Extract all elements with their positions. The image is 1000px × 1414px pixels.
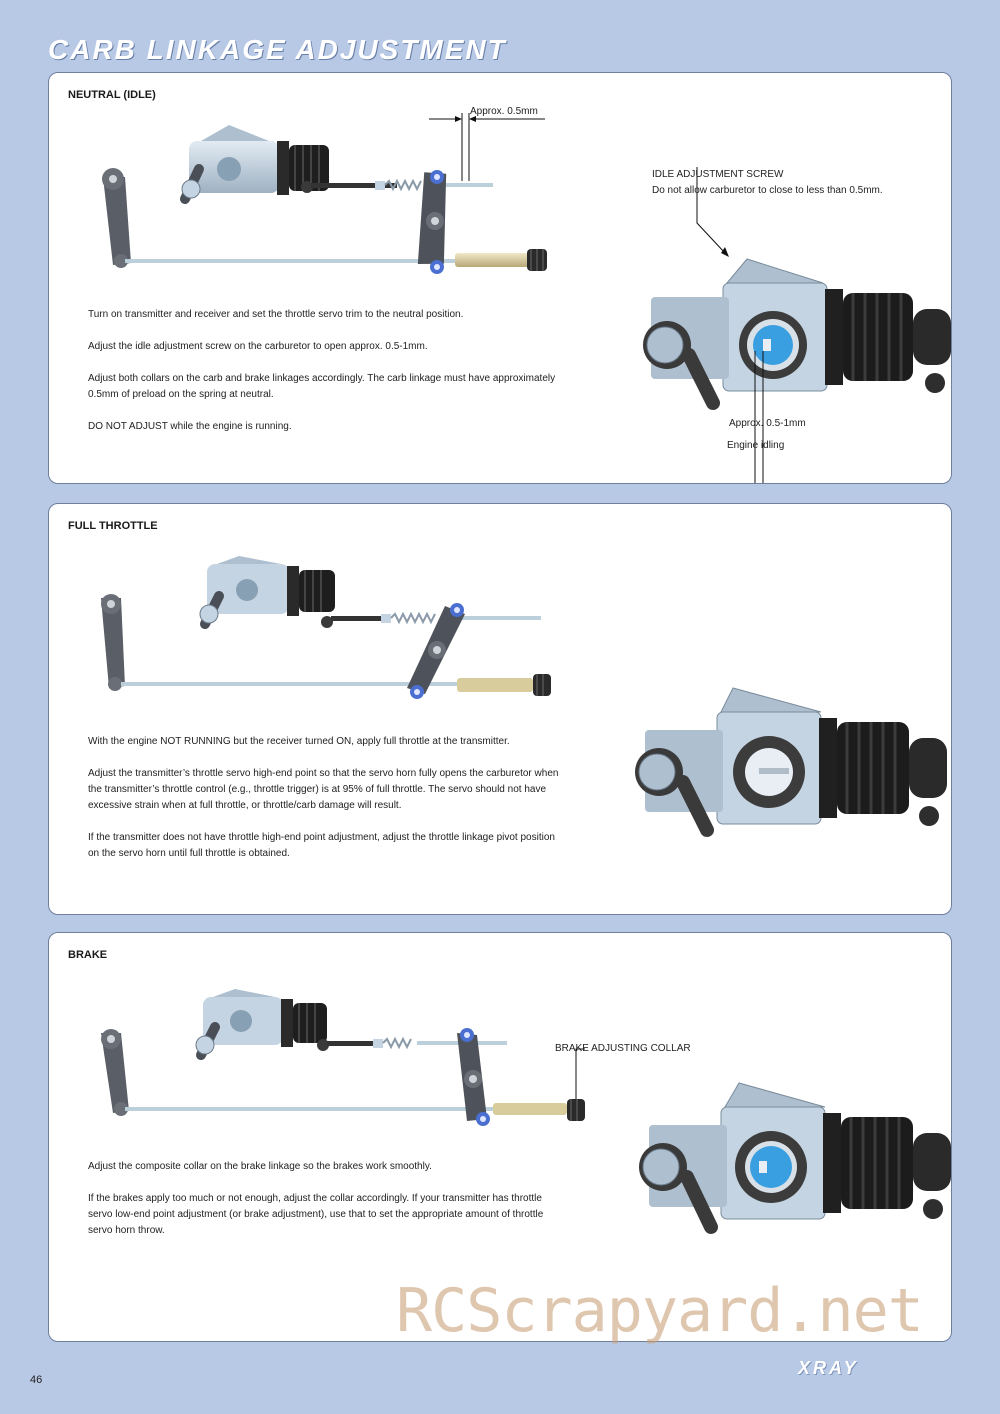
full-throttle-paragraph: With the engine NOT RUNNING but the receiver turned ON, apply full throttle at the transmitter. [88,736,510,747]
brake-carb-closeup [599,1079,929,1259]
neutral-paragraph: DO NOT ADJUST while the engine is running. [88,421,292,432]
idle-screw-callout: IDLE ADJUSTMENT SCREW [652,169,784,180]
brake-title: BRAKE [68,949,108,961]
neutral-instructions [88,307,568,451]
brake-paragraph: Adjust the composite collar on the brake linkage so the brakes work smoothly. [88,1161,432,1172]
full-throttle-carb-closeup [597,686,927,856]
watermark: RCScrapyard.net [396,1276,923,1346]
neutral-paragraph: Adjust the idle adjustment screw on the carburetor to open approx. 0.5-1mm. [88,341,428,352]
full-throttle-panel [48,503,952,915]
full-throttle-title: FULL THROTTLE [68,520,158,532]
brake-paragraph: If the brakes apply too much or not enough, adjust the collar accordingly. If your transmitter has throttle servo low-end point adjustment (or brake adjustment), use that to set the appropriate amount of throttle servo horn throw. [88,1193,544,1236]
idle-screw-note: Do not allow carburetor to close to less than 0.5mm. [652,185,883,196]
neutral-paragraph: Adjust both collars on the carb and brake linkages accordingly. The carb linkage must have approximately 0.5mm of preload on the spring at neutral. [88,373,556,400]
page-title: CARB LINKAGE ADJUSTMENT [48,34,507,65]
xray-logo: XRAY [798,1358,859,1378]
neutral-paragraph: Turn on transmitter and receiver and set the throttle servo trim to the neutral position. [88,309,464,320]
opening-callout: Approx. 0.5-1mm [729,418,806,429]
brake-instructions [88,1159,568,1255]
full-throttle-paragraph: Adjust the transmitter’s throttle servo high-end point so that the servo horn fully opens the carburetor when the transmitter’s throttle control (e.g., throttle trigger) is at 95% of full throttle. The servo should not have excessive strain when at full throttle, or throttle/carb damage will result. [88,768,559,811]
full-throttle-linkage-diagram [95,554,575,714]
neutral-title: NEUTRAL (IDLE) [68,89,156,101]
neutral-panel [48,72,952,484]
preload-callout: Approx. 0.5mm [470,106,538,117]
full-throttle-paragraph: If the transmitter does not have throttle high-end point adjustment, adjust the throttle linkage pivot position on the servo horn until full throttle is obtained. [88,832,555,859]
page-number: 46 [30,1374,43,1386]
brake-linkage-diagram [95,987,575,1127]
idle-state-label: Engine idling [727,440,785,451]
neutral-linkage-diagram [89,103,569,303]
brake-collar-callout: BRAKE ADJUSTING COLLAR [555,1043,691,1054]
full-throttle-instructions [88,734,568,878]
